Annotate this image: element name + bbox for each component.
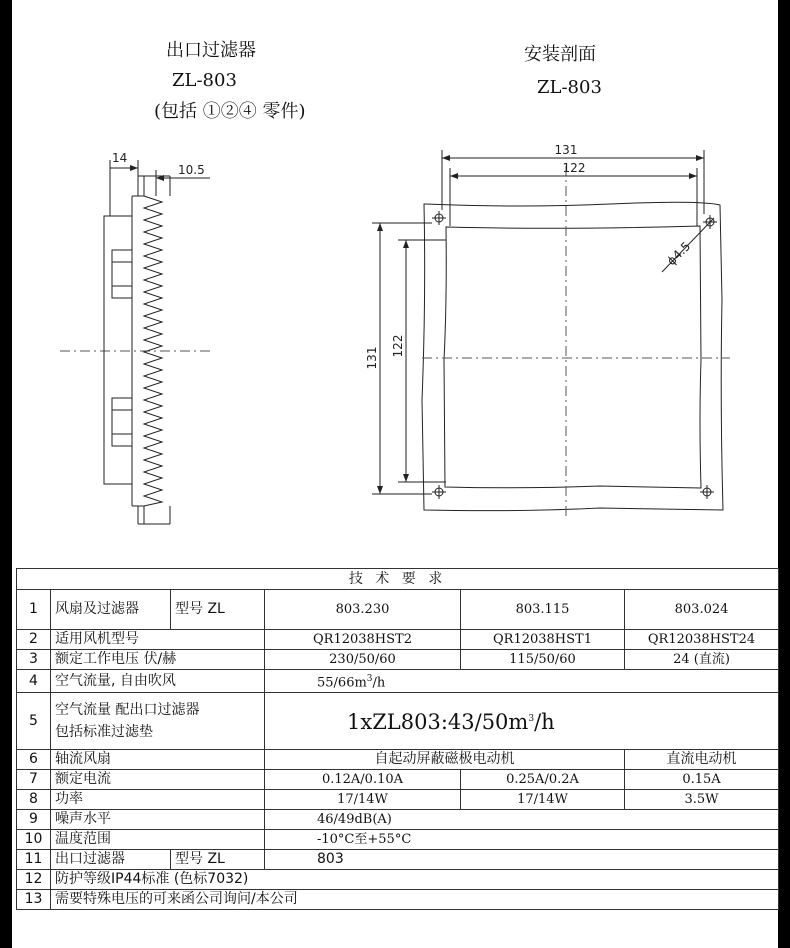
- cell-value: 46/49dB(A): [265, 810, 779, 830]
- row-label: 防护等级IP44标准 (色标7032): [51, 870, 779, 890]
- cell-value: [265, 693, 779, 750]
- row-label: 风扇及过滤器: [51, 590, 171, 630]
- airflow-value: 55/66m: [317, 675, 367, 691]
- table-row: [17, 890, 779, 910]
- cell-value: 803.230: [265, 590, 461, 630]
- row-label: 适用风机型号: [51, 630, 265, 650]
- install-section-drawing: [372, 150, 730, 520]
- row-sublabel: 型号 ZL: [171, 850, 265, 870]
- cell-value: QR12038HST2: [265, 630, 461, 650]
- row-label: 空气流量, 自由吹风: [51, 670, 265, 693]
- unit-tail: /h: [372, 675, 386, 691]
- dim-14-label: 14: [112, 151, 128, 165]
- cell-value: 17/14W: [265, 790, 461, 810]
- right-title: 安装剖面: [524, 44, 596, 65]
- cell-value: 0.15A: [625, 770, 779, 790]
- row-number: 1: [17, 590, 51, 630]
- left-title: 出口过滤器: [166, 40, 256, 61]
- table-row: [17, 590, 779, 630]
- dim-left-122-label: 122: [391, 334, 405, 358]
- dim-top-131-label: 131: [554, 143, 578, 157]
- row-label: [51, 693, 265, 750]
- table-row: [17, 830, 779, 850]
- cell-value: 803: [265, 850, 779, 870]
- cell-value: 0.12A/0.10A: [265, 770, 461, 790]
- cell-value: 803.024: [625, 590, 779, 630]
- cell-value: 3.5W: [625, 790, 779, 810]
- left-parts: (包括 ①②④ 零件): [154, 101, 306, 122]
- right-model: ZL-803: [537, 77, 602, 98]
- table-row: [17, 650, 779, 670]
- cell-value: 24 (直流): [625, 650, 779, 670]
- row-number: 2: [17, 630, 51, 650]
- row-label-line: 空气流量 配出口过滤器: [55, 702, 200, 719]
- table-row: [17, 810, 779, 830]
- row-number: 12: [17, 870, 51, 890]
- table-row: [17, 850, 779, 870]
- row-number: 8: [17, 790, 51, 810]
- dim-left-131-label: 131: [365, 346, 379, 370]
- row-number: 4: [17, 670, 51, 693]
- dim-10-5-label: 10.5: [178, 163, 205, 177]
- row-label: 噪声水平: [51, 810, 265, 830]
- row-number: 3: [17, 650, 51, 670]
- dim-arrows: [130, 155, 704, 494]
- row-label: 功率: [51, 790, 265, 810]
- table-row: [17, 693, 779, 750]
- cell-value: 803.115: [461, 590, 625, 630]
- cell-value: 17/14W: [461, 790, 625, 810]
- cell-value: -10°C至+55°C: [265, 830, 779, 850]
- unit-exponent: 3: [366, 674, 373, 684]
- unit-tail: /h: [534, 710, 555, 735]
- cell-value: 115/50/60: [461, 650, 625, 670]
- row-number: 10: [17, 830, 51, 850]
- row-number: 9: [17, 810, 51, 830]
- row-number: 13: [17, 890, 51, 910]
- unit-exponent: 3: [528, 714, 535, 725]
- table-header-row: [17, 569, 779, 590]
- cell-value: 自起动屏蔽磁极电动机: [265, 750, 625, 770]
- table-header: 技 术 要 求: [17, 569, 779, 590]
- cell-value: [265, 670, 779, 693]
- row-sublabel: 型号 ZL: [171, 590, 265, 630]
- left-model: ZL-803: [172, 70, 237, 91]
- cell-value: 0.25A/0.2A: [461, 770, 625, 790]
- louvre-profile: [144, 196, 162, 506]
- table-row: [17, 630, 779, 650]
- table-row: [17, 790, 779, 810]
- table-row: [17, 870, 779, 890]
- side-view-drawing: [60, 160, 212, 524]
- row-number: 11: [17, 850, 51, 870]
- row-label: 额定电流: [51, 770, 265, 790]
- row-number: 5: [17, 693, 51, 750]
- table-row: [17, 770, 779, 790]
- table-row: [17, 670, 779, 693]
- row-label: 额定工作电压 伏/赫: [51, 650, 265, 670]
- row-label: 出口过滤器: [51, 850, 171, 870]
- row-label: 温度范围: [51, 830, 265, 850]
- dim-hole-label: ϕ4.5: [664, 239, 694, 269]
- table-row: [17, 750, 779, 770]
- cell-value: QR12038HST24: [625, 630, 779, 650]
- dim-top-122-label: 122: [562, 161, 586, 175]
- spec-table: [16, 568, 779, 910]
- cell-value: QR12038HST1: [461, 630, 625, 650]
- row-label-line: 包括标准过滤垫: [55, 724, 153, 741]
- row-number: 7: [17, 770, 51, 790]
- row-label: 需要特殊电压的可来函公司询问/本公司: [51, 890, 779, 910]
- row-label: 轴流风扇: [51, 750, 265, 770]
- cell-value: 直流电动机: [625, 750, 779, 770]
- cell-value: 230/50/60: [265, 650, 461, 670]
- row-number: 6: [17, 750, 51, 770]
- airflow-filter-value: 1xZL803:43/50m: [347, 710, 529, 735]
